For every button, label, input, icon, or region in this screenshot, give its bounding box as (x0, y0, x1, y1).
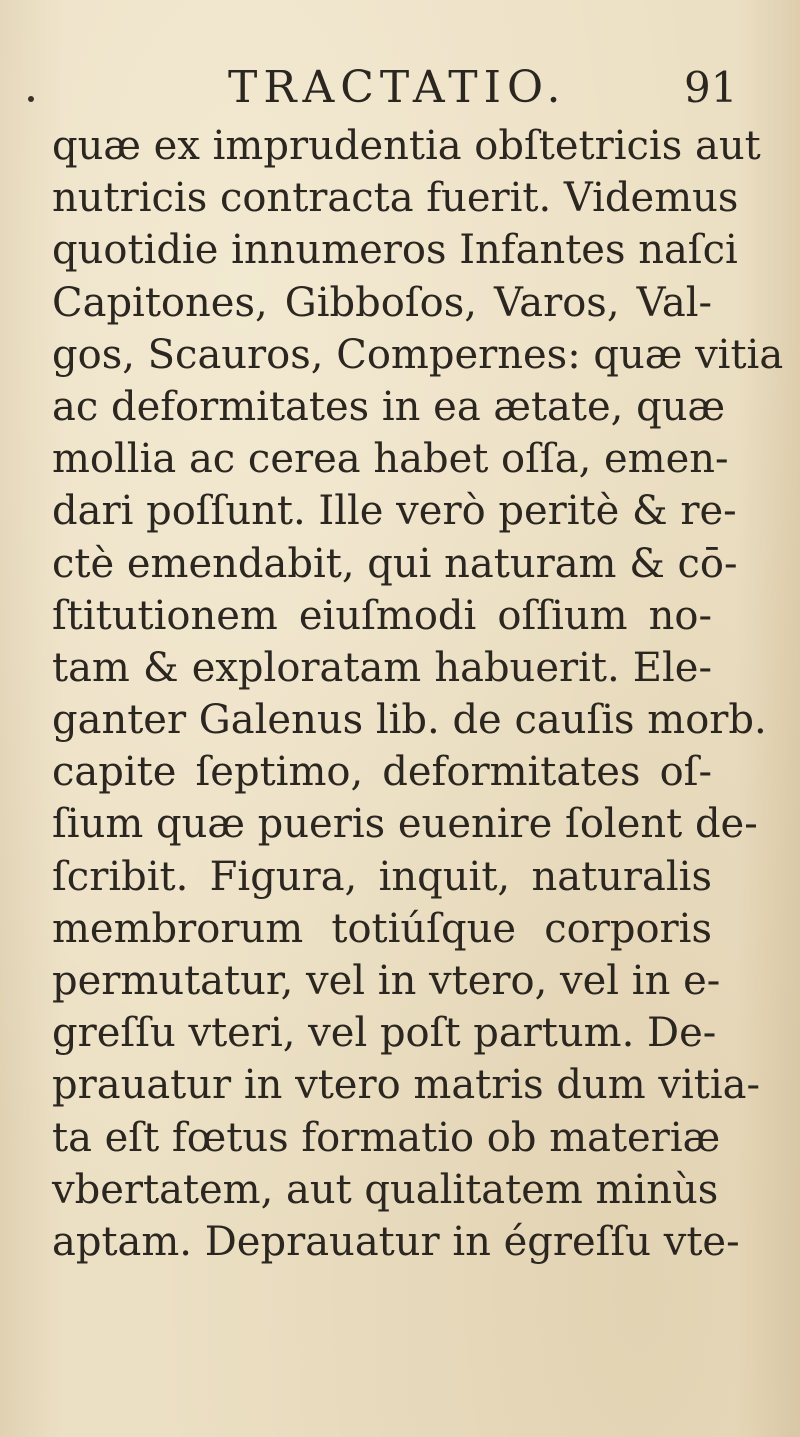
text-line: dari poſſunt. Ille verò peritè & re- (52, 488, 737, 535)
text-line: ganter Galenus lib. de cauſis morb. (52, 697, 767, 744)
text-line: ta eſt fœtus formatio ob materiæ (52, 1114, 721, 1161)
text-line: membrorum totiúſque corporis (52, 905, 712, 952)
text-line: ctè emendabit, qui naturam & cō- (52, 540, 738, 587)
text-line: quotidie innumeros Infantes naſci (52, 227, 738, 274)
text-line: aptam. Deprauatur in égreſſu vte- (52, 1218, 740, 1265)
text-line: mollia ac cerea habet oſſa, emen- (52, 436, 729, 483)
text-line: ac deformitates in ea ætate, quæ (52, 383, 726, 430)
text-line: greſſu vteri, vel poſt partum. De- (52, 1010, 717, 1057)
text-line: permutatur, vel in vtero, vel in e- (52, 958, 721, 1004)
text-line: capite ſeptimo, deformitates oſ- (52, 749, 712, 796)
text-line: prauatur in vtero matris dum vitia- (52, 1062, 761, 1109)
running-head-title: TRACTATIO. (228, 62, 567, 113)
running-head (0, 58, 800, 118)
text-line: ſium quæ pueris euenire ſolent de- (52, 801, 758, 848)
page-number: 91 (684, 63, 738, 112)
text-line: ſcribit. Figura, inquit, naturalis (52, 853, 712, 900)
text-line: nutricis contracta fuerit. Videmus (52, 175, 739, 222)
text-line: quæ ex imprudentia obſtetricis aut (52, 123, 761, 169)
text-line: tam & exploratam habuerit. Ele- (52, 644, 712, 691)
text-line: vbertatem, aut qualitatem minùs (52, 1166, 719, 1213)
text-line: gos, Scauros, Compernes: quæ vitia (52, 331, 784, 378)
text-line: Capitones, Gibboſos, Varos, Val- (52, 279, 712, 326)
text-line: ſtitutionem eiuſmodi oſſium no- (52, 592, 712, 639)
body-text (52, 120, 784, 1268)
